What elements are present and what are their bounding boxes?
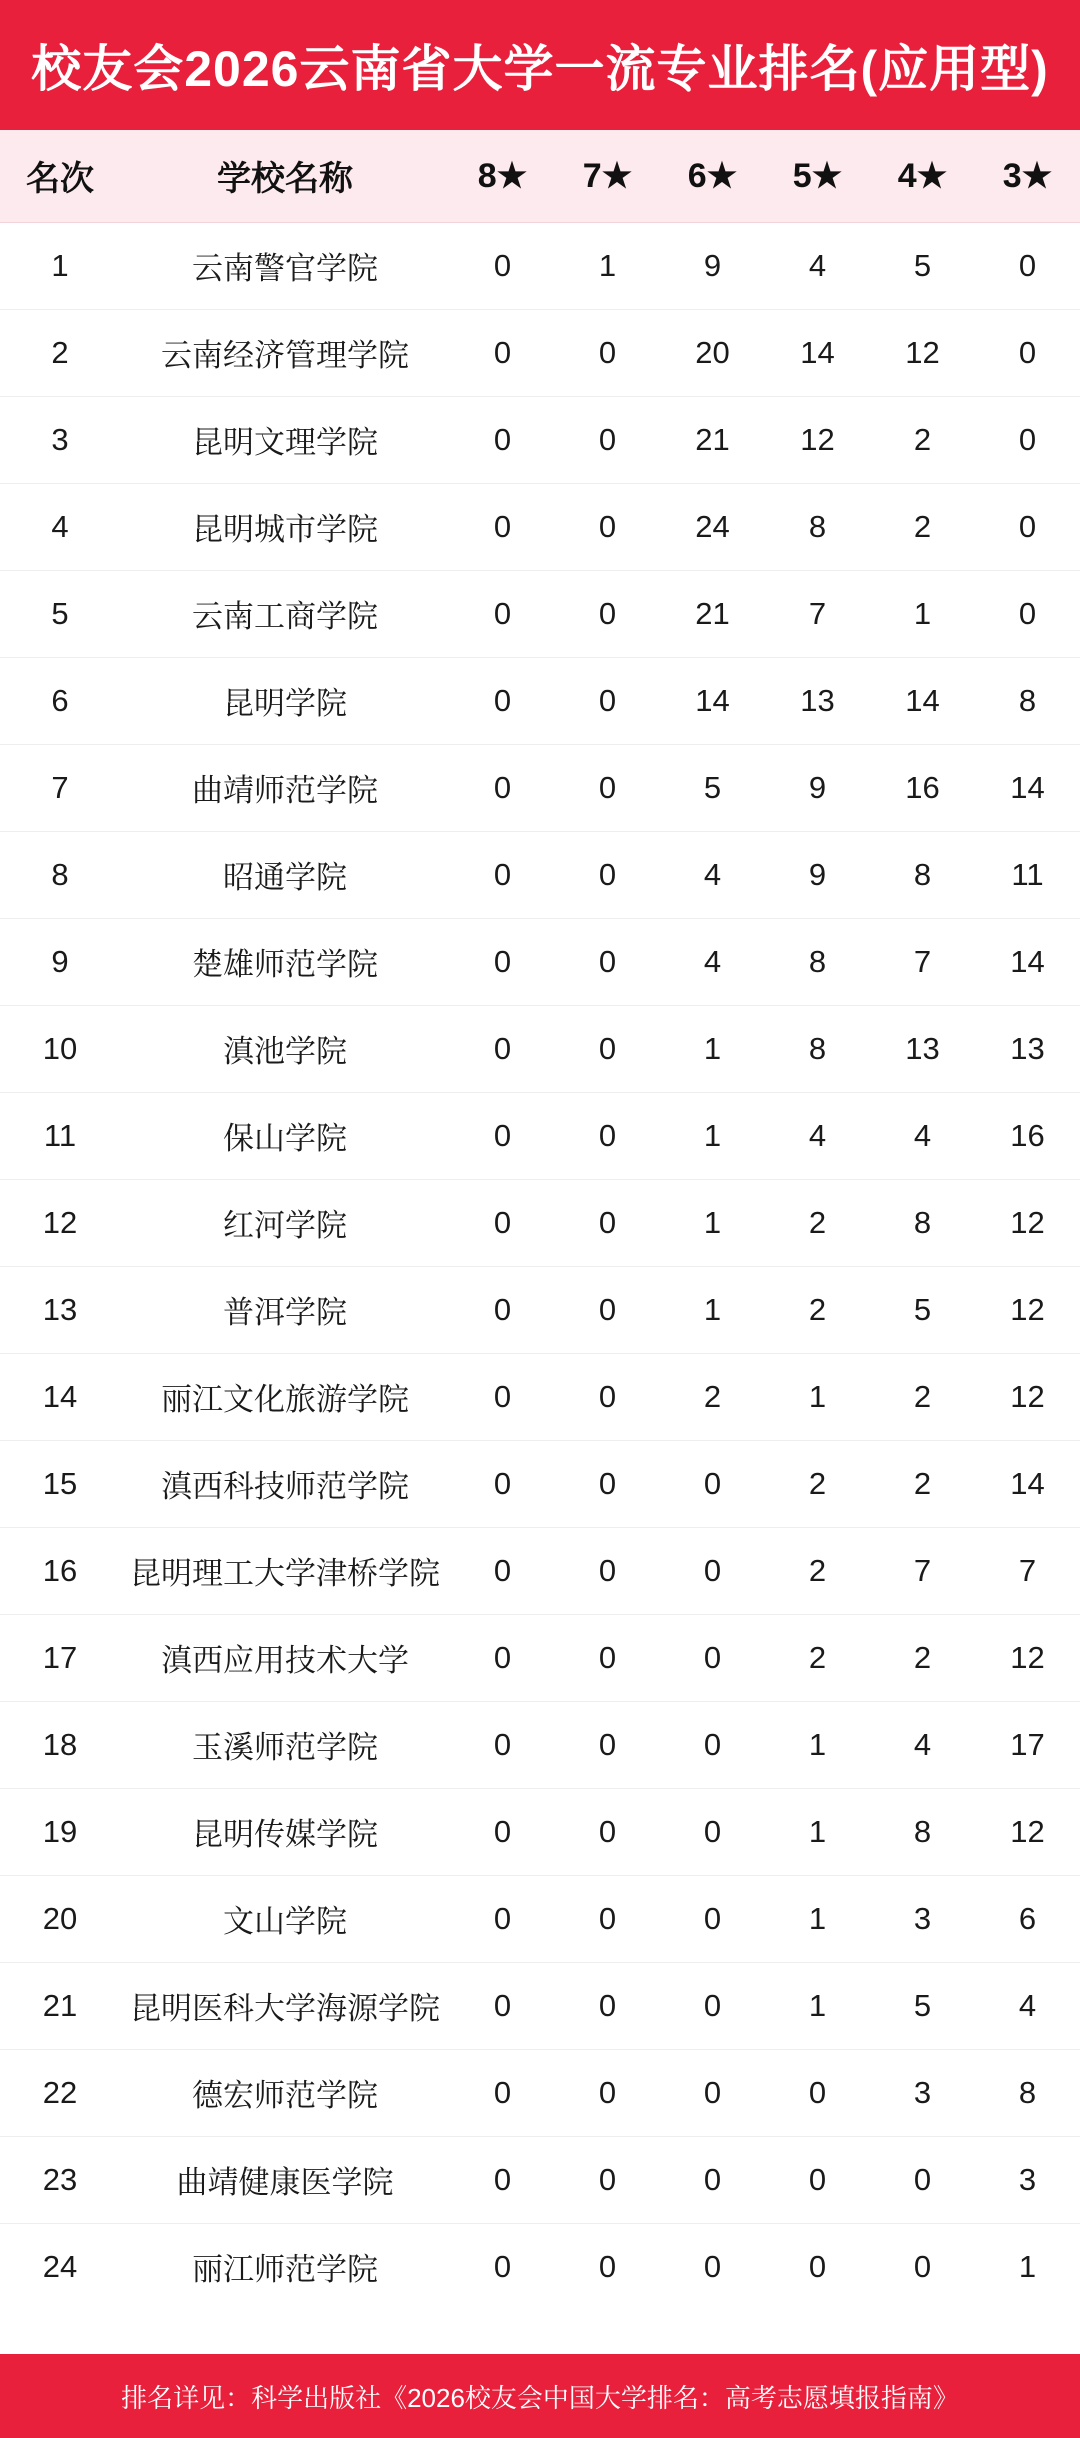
cell-school-name: 滇西应用技术大学 (120, 1614, 450, 1701)
cell-star3: 1 (1018, 2248, 1037, 2284)
cell-star7: 0 (555, 744, 660, 831)
cell-star6: 0 (660, 2049, 765, 2136)
table-row (0, 1788, 1080, 1875)
cell-rank: 13 (0, 1266, 120, 1353)
cell-star6: 9 (660, 222, 765, 309)
cell-star4: 5 (870, 222, 975, 309)
table-row (0, 396, 1080, 483)
cell-star7: 0 (555, 1875, 660, 1962)
cell-star3: 0 (975, 570, 1080, 657)
cell-star5: 2 (765, 1440, 870, 1527)
page-title-bar (0, 0, 1080, 130)
cell-star4: 7 (870, 1527, 975, 1614)
cell-star6: 0 (660, 1875, 765, 1962)
cell-star7: 0 (555, 1440, 660, 1527)
cell-star4: 4 (870, 1092, 975, 1179)
cell-star3: 8 (975, 2049, 1080, 2136)
column-header-star8: 8★ (450, 130, 555, 222)
cell-school-name: 云南工商学院 (120, 570, 450, 657)
cell-star7: 0 (555, 396, 660, 483)
table-row (0, 831, 1080, 918)
cell-rank: 18 (0, 1701, 120, 1788)
cell-star5: 9 (765, 744, 870, 831)
cell-star7: 0 (555, 1614, 660, 1701)
cell-star4: 16 (870, 744, 975, 831)
cell-star5: 1 (765, 1875, 870, 1962)
cell-star8: 0 (450, 1527, 555, 1614)
cell-star8: 0 (450, 1440, 555, 1527)
cell-star8: 0 (450, 1266, 555, 1353)
cell-star5: 1 (765, 1962, 870, 2049)
cell-star3: 12 (975, 1614, 1080, 1701)
cell-star4: 5 (870, 1962, 975, 2049)
footer-bar (0, 2354, 1080, 2438)
cell-star3: 7 (975, 1527, 1080, 1614)
table-row (0, 309, 1080, 396)
cell-star7: 0 (555, 570, 660, 657)
cell-star3: 4 (975, 1962, 1080, 2049)
ranking-table-container (0, 130, 1080, 2354)
cell-star8: 0 (450, 657, 555, 744)
table-row (0, 1266, 1080, 1353)
cell-star4: 3 (870, 2049, 975, 2136)
cell-star4: 4 (870, 1701, 975, 1788)
cell-star6: 0 (660, 1962, 765, 2049)
cell-star5: 0 (765, 2136, 870, 2223)
cell-rank: 6 (0, 657, 120, 744)
cell-star3: 3 (975, 2136, 1080, 2223)
table-row (0, 1614, 1080, 1701)
cell-star5: 2 (765, 1614, 870, 1701)
cell-school-name: 德宏师范学院 (120, 2049, 450, 2136)
cell-star8: 0 (493, 2248, 512, 2284)
table-row (0, 657, 1080, 744)
cell-star3: 14 (975, 1440, 1080, 1527)
cell-school-name: 普洱学院 (120, 1266, 450, 1353)
cell-star5: 2 (765, 1266, 870, 1353)
cell-star3: 13 (975, 1005, 1080, 1092)
cell-star6: 14 (660, 657, 765, 744)
table-row (0, 1005, 1080, 1092)
cell-school-name: 保山学院 (120, 1092, 450, 1179)
cell-star8: 0 (450, 309, 555, 396)
cell-star5: 7 (765, 570, 870, 657)
cell-school-name: 昆明文理学院 (120, 396, 450, 483)
cell-star8: 0 (450, 2049, 555, 2136)
cell-star3: 12 (975, 1179, 1080, 1266)
cell-school-name: 丽江文化旅游学院 (120, 1353, 450, 1440)
cell-rank: 9 (0, 918, 120, 1005)
cell-school-name: 云南警官学院 (120, 222, 450, 309)
cell-star3: 0 (975, 309, 1080, 396)
table-row (0, 1875, 1080, 1962)
cell-star7: 0 (555, 2136, 660, 2223)
cell-star4: 2 (870, 483, 975, 570)
cell-star4: 3 (870, 1875, 975, 1962)
cell-star5: 8 (765, 483, 870, 570)
cell-star3: 8 (975, 657, 1080, 744)
cell-star5: 13 (765, 657, 870, 744)
cell-star5: 1 (765, 1353, 870, 1440)
cell-star8: 0 (450, 570, 555, 657)
cell-star4: 8 (870, 831, 975, 918)
cell-rank: 3 (0, 396, 120, 483)
table-row (0, 744, 1080, 831)
cell-star8: 0 (450, 1179, 555, 1266)
cell-star7: 0 (555, 657, 660, 744)
cell-star5: 2 (765, 1527, 870, 1614)
cell-star7: 0 (555, 1005, 660, 1092)
cell-star6: 21 (660, 570, 765, 657)
cell-star4: 5 (870, 1266, 975, 1353)
cell-school-name: 昭通学院 (120, 831, 450, 918)
column-header-star4: 4★ (870, 130, 975, 222)
cell-school-name: 红河学院 (120, 1179, 450, 1266)
cell-star8: 0 (450, 918, 555, 1005)
cell-star5: 1 (765, 1788, 870, 1875)
cell-school-name: 丽江师范学院 (192, 2252, 378, 2288)
cell-star6: 1 (660, 1092, 765, 1179)
cell-school-name: 曲靖健康医学院 (120, 2136, 450, 2223)
cell-rank: 10 (0, 1005, 120, 1092)
cell-rank: 19 (0, 1788, 120, 1875)
cell-school-name: 昆明理工大学津桥学院 (120, 1527, 450, 1614)
cell-rank: 2 (0, 309, 120, 396)
cell-star5: 14 (765, 309, 870, 396)
cell-star6: 21 (660, 396, 765, 483)
cell-star8: 0 (450, 2136, 555, 2223)
column-header-rank: 名次 (0, 130, 120, 222)
cell-rank: 21 (0, 1962, 120, 2049)
column-header-star6: 6★ (660, 130, 765, 222)
cell-star4: 2 (870, 1440, 975, 1527)
cell-star6: 0 (660, 1440, 765, 1527)
cell-rank: 5 (0, 570, 120, 657)
table-row (0, 918, 1080, 1005)
cell-star8: 0 (450, 1353, 555, 1440)
cell-star3: 14 (975, 918, 1080, 1005)
cell-star7: 0 (555, 1092, 660, 1179)
cell-rank: 24 (42, 2248, 78, 2284)
table-row (0, 222, 1080, 309)
cell-star5: 4 (765, 1092, 870, 1179)
cell-star3: 12 (975, 1353, 1080, 1440)
table-row (0, 2049, 1080, 2136)
cell-star7: 0 (555, 1701, 660, 1788)
table-row (0, 1092, 1080, 1179)
cell-star3: 11 (975, 831, 1080, 918)
cell-star7: 0 (555, 309, 660, 396)
table-body (0, 222, 1080, 2310)
cell-star8: 0 (450, 396, 555, 483)
table-row (0, 1440, 1080, 1527)
table-header-row (0, 130, 1080, 222)
cell-star5: 0 (765, 2049, 870, 2136)
cell-star6: 0 (660, 1701, 765, 1788)
cell-rank: 15 (0, 1440, 120, 1527)
cell-star3: 12 (975, 1788, 1080, 1875)
cell-star4: 8 (870, 1179, 975, 1266)
cell-star6: 20 (660, 309, 765, 396)
page-title: 校友会2026云南省大学一流专业排名(应用型) (31, 41, 1049, 97)
table-header (0, 130, 1080, 222)
cell-star4: 0 (870, 2136, 975, 2223)
cell-star6: 0 (660, 1614, 765, 1701)
cell-star7: 0 (555, 918, 660, 1005)
column-header-school-name: 学校名称 (120, 130, 450, 222)
ranking-table (0, 130, 1080, 2310)
cell-star6: 4 (660, 918, 765, 1005)
cell-school-name: 昆明传媒学院 (120, 1788, 450, 1875)
cell-star4: 7 (870, 918, 975, 1005)
cell-star8: 0 (450, 744, 555, 831)
cell-star3: 12 (975, 1266, 1080, 1353)
cell-star4: 2 (870, 1353, 975, 1440)
cell-star3: 17 (975, 1701, 1080, 1788)
cell-star6: 24 (660, 483, 765, 570)
cell-rank: 11 (0, 1092, 120, 1179)
cell-star5: 8 (765, 1005, 870, 1092)
cell-rank: 23 (0, 2136, 120, 2223)
table-row (0, 483, 1080, 570)
cell-star6: 0 (660, 2136, 765, 2223)
cell-star7: 0 (555, 1962, 660, 2049)
cell-star4: 0 (913, 2248, 932, 2284)
table-row (0, 2223, 1080, 2310)
cell-school-name: 楚雄师范学院 (120, 918, 450, 1005)
cell-star6: 2 (660, 1353, 765, 1440)
cell-star4: 13 (870, 1005, 975, 1092)
table-row (0, 1527, 1080, 1614)
cell-rank: 4 (0, 483, 120, 570)
cell-star7: 0 (555, 1179, 660, 1266)
cell-rank: 16 (0, 1527, 120, 1614)
cell-rank: 22 (0, 2049, 120, 2136)
cell-star5: 12 (765, 396, 870, 483)
cell-star8: 0 (450, 1701, 555, 1788)
cell-rank: 7 (0, 744, 120, 831)
cell-star7: 0 (555, 831, 660, 918)
cell-star6: 5 (660, 744, 765, 831)
cell-star6: 0 (703, 2248, 722, 2284)
cell-star7: 0 (555, 1266, 660, 1353)
cell-star8: 0 (450, 1875, 555, 1962)
cell-star7: 0 (598, 2248, 617, 2284)
table-row (0, 570, 1080, 657)
cell-star3: 0 (975, 222, 1080, 309)
cell-school-name: 曲靖师范学院 (120, 744, 450, 831)
table-row (0, 1353, 1080, 1440)
cell-star7: 1 (555, 222, 660, 309)
cell-star3: 0 (975, 483, 1080, 570)
cell-star7: 0 (555, 1353, 660, 1440)
table-row (0, 1701, 1080, 1788)
cell-star7: 0 (555, 2049, 660, 2136)
table-row (0, 1179, 1080, 1266)
cell-school-name: 云南经济管理学院 (120, 309, 450, 396)
cell-star4: 14 (870, 657, 975, 744)
cell-star7: 0 (555, 1527, 660, 1614)
cell-rank: 17 (0, 1614, 120, 1701)
cell-star6: 1 (660, 1005, 765, 1092)
cell-star3: 0 (975, 396, 1080, 483)
cell-school-name: 滇西科技师范学院 (120, 1440, 450, 1527)
column-header-star7: 7★ (555, 130, 660, 222)
cell-star7: 0 (555, 1788, 660, 1875)
cell-star8: 0 (450, 1614, 555, 1701)
cell-star8: 0 (450, 1962, 555, 2049)
column-header-star5: 5★ (765, 130, 870, 222)
cell-star5: 8 (765, 918, 870, 1005)
cell-star6: 0 (660, 1527, 765, 1614)
cell-star5: 2 (765, 1179, 870, 1266)
cell-star6: 4 (660, 831, 765, 918)
cell-school-name: 玉溪师范学院 (120, 1701, 450, 1788)
table-row (0, 2136, 1080, 2223)
cell-star3: 14 (975, 744, 1080, 831)
cell-star6: 0 (660, 1788, 765, 1875)
cell-star8: 0 (450, 1788, 555, 1875)
cell-star4: 8 (870, 1788, 975, 1875)
cell-school-name: 昆明医科大学海源学院 (120, 1962, 450, 2049)
cell-star4: 12 (870, 309, 975, 396)
cell-star8: 0 (450, 1005, 555, 1092)
cell-rank: 20 (0, 1875, 120, 1962)
cell-school-name: 昆明城市学院 (120, 483, 450, 570)
cell-star8: 0 (450, 1092, 555, 1179)
cell-star8: 0 (450, 831, 555, 918)
cell-star5: 0 (808, 2248, 827, 2284)
cell-star4: 2 (870, 1614, 975, 1701)
cell-star5: 1 (765, 1701, 870, 1788)
cell-school-name: 昆明学院 (120, 657, 450, 744)
cell-school-name: 文山学院 (120, 1875, 450, 1962)
cell-rank: 12 (0, 1179, 120, 1266)
footer-note: 排名详见：科学出版社《2026校友会中国大学排名：高考志愿填报指南》 (121, 2382, 959, 2413)
cell-rank: 1 (0, 222, 120, 309)
cell-star7: 0 (555, 483, 660, 570)
cell-star4: 2 (870, 396, 975, 483)
cell-school-name: 滇池学院 (120, 1005, 450, 1092)
cell-star6: 1 (660, 1266, 765, 1353)
cell-star8: 0 (450, 222, 555, 309)
cell-star8: 0 (450, 483, 555, 570)
column-header-star3: 3★ (975, 130, 1080, 222)
cell-rank: 14 (0, 1353, 120, 1440)
cell-star6: 1 (660, 1179, 765, 1266)
cell-star5: 4 (765, 222, 870, 309)
cell-star5: 9 (765, 831, 870, 918)
cell-star3: 6 (975, 1875, 1080, 1962)
cell-star4: 1 (870, 570, 975, 657)
cell-rank: 8 (0, 831, 120, 918)
table-row (0, 1962, 1080, 2049)
cell-star3: 16 (975, 1092, 1080, 1179)
